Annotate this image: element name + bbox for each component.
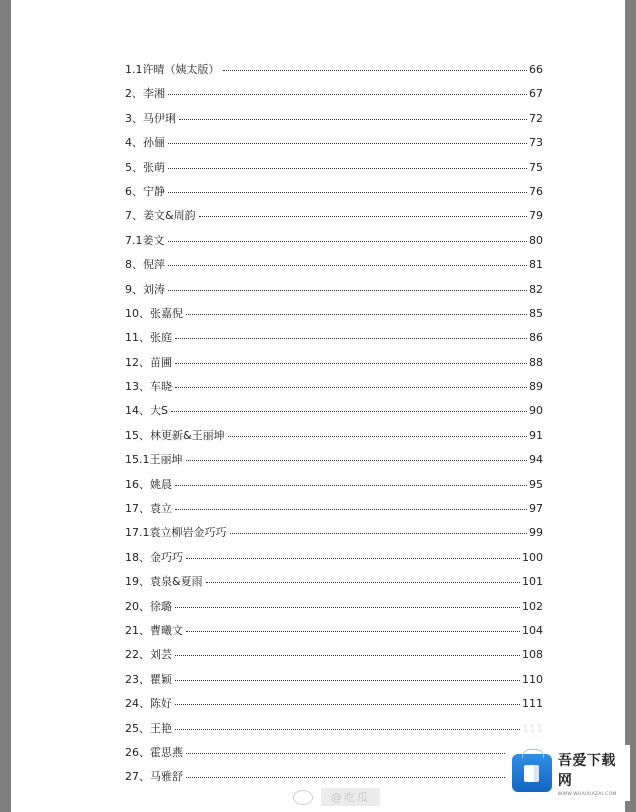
dot-leader bbox=[175, 606, 520, 608]
toc-entry[interactable] bbox=[125, 475, 543, 499]
toc-entry-page: 85 bbox=[529, 306, 543, 320]
toc-entry[interactable] bbox=[125, 255, 543, 279]
dot-leader bbox=[175, 484, 527, 486]
dot-leader bbox=[175, 728, 520, 730]
dot-leader bbox=[171, 410, 527, 412]
dot-leader bbox=[179, 118, 527, 120]
box-cube-icon bbox=[512, 754, 552, 792]
toc-entry-page: 100 bbox=[522, 550, 543, 564]
toc-entry-label: 16、姚晨 bbox=[125, 477, 172, 491]
dot-leader bbox=[186, 776, 541, 778]
toc-entry[interactable] bbox=[125, 572, 543, 596]
toc-entry-page: 86 bbox=[529, 331, 543, 345]
weibo-watermark bbox=[293, 788, 380, 806]
dot-leader bbox=[206, 581, 520, 583]
toc-entry-page: 110 bbox=[522, 672, 543, 686]
dot-leader bbox=[168, 167, 527, 169]
toc-entry[interactable] bbox=[125, 84, 543, 108]
toc-entry-page: 66 bbox=[529, 63, 543, 76]
toc-entry-page: 104 bbox=[522, 623, 543, 637]
toc-entry-page: 111 bbox=[522, 697, 543, 711]
toc-entry-label: 24、陈好 bbox=[125, 697, 172, 711]
toc-entry-page: 111 bbox=[522, 721, 543, 735]
toc-entry[interactable] bbox=[125, 621, 543, 645]
watermark-text: @吃瓜 bbox=[321, 788, 380, 806]
toc-entry-page: 102 bbox=[522, 599, 543, 613]
toc-entry[interactable] bbox=[125, 719, 543, 743]
toc-entry[interactable] bbox=[125, 499, 543, 523]
toc-entry-page: 82 bbox=[529, 282, 543, 296]
toc-entry-label: 2、李湘 bbox=[125, 87, 165, 101]
toc-entry-label: 10、张嘉倪 bbox=[125, 306, 183, 320]
toc-entry[interactable] bbox=[125, 377, 543, 401]
toc-entry[interactable] bbox=[125, 60, 543, 84]
toc-entry-page: 81 bbox=[529, 258, 543, 272]
dot-leader bbox=[199, 215, 527, 217]
dot-leader bbox=[168, 93, 527, 95]
dot-leader bbox=[223, 69, 528, 71]
toc-entry[interactable] bbox=[125, 182, 543, 206]
weibo-icon bbox=[293, 790, 313, 805]
toc-entry-page: 67 bbox=[529, 87, 543, 101]
dot-leader bbox=[175, 703, 520, 705]
table-of-contents bbox=[125, 60, 543, 792]
toc-entry-label: 1.1许晴（姨太版） bbox=[125, 63, 220, 76]
logo-title: 吾爱下载网 bbox=[557, 752, 616, 789]
toc-entry[interactable] bbox=[125, 109, 543, 133]
toc-entry-page: 94 bbox=[529, 453, 543, 467]
toc-entry-label: 21、曹曦文 bbox=[125, 623, 183, 637]
toc-entry-page: 108 bbox=[522, 648, 543, 662]
dot-leader bbox=[168, 264, 527, 266]
toc-entry[interactable] bbox=[125, 670, 543, 694]
toc-entry[interactable] bbox=[125, 133, 543, 157]
dot-leader bbox=[230, 532, 528, 534]
toc-entry[interactable] bbox=[125, 426, 543, 450]
toc-entry[interactable] bbox=[125, 158, 543, 182]
toc-entry-label: 12、苗圃 bbox=[125, 355, 172, 369]
dot-leader bbox=[175, 654, 520, 656]
toc-entry-page: 72 bbox=[529, 111, 543, 125]
toc-entry-label: 9、刘涛 bbox=[125, 282, 165, 296]
dot-leader bbox=[186, 313, 527, 315]
toc-entry-page: 73 bbox=[529, 136, 543, 150]
dot-leader bbox=[175, 362, 527, 364]
toc-entry-label: 17、袁立 bbox=[125, 502, 172, 516]
toc-entry[interactable] bbox=[125, 743, 543, 767]
toc-entry-label: 17.1袁立柳岩金巧巧 bbox=[125, 526, 227, 540]
toc-entry-page: 90 bbox=[529, 404, 543, 418]
toc-entry-label: 23、瞿颖 bbox=[125, 672, 172, 686]
toc-entry[interactable] bbox=[125, 548, 543, 572]
toc-entry-label: 19、袁泉&夏雨 bbox=[125, 575, 203, 589]
toc-entry-page: 91 bbox=[529, 428, 543, 442]
dot-leader bbox=[228, 435, 527, 437]
site-logo bbox=[506, 745, 630, 801]
toc-entry-page: 76 bbox=[529, 184, 543, 198]
toc-entry-label: 14、大S bbox=[125, 404, 168, 418]
toc-entry[interactable] bbox=[125, 304, 543, 328]
toc-entry[interactable] bbox=[125, 206, 543, 230]
toc-entry-label: 27、马雅舒 bbox=[125, 770, 183, 784]
toc-entry-label: 22、刘芸 bbox=[125, 648, 172, 662]
toc-entry-label: 15.1王丽坤 bbox=[125, 453, 183, 467]
toc-entry-label: 7.1姜文 bbox=[125, 233, 165, 247]
toc-entry-page: 80 bbox=[529, 233, 543, 247]
dot-leader bbox=[175, 337, 527, 339]
toc-entry-label: 20、徐璐 bbox=[125, 599, 172, 613]
toc-entry[interactable] bbox=[125, 645, 543, 669]
toc-entry-page: 95 bbox=[529, 477, 543, 491]
toc-entry-page: 89 bbox=[529, 380, 543, 394]
toc-entry-page: 88 bbox=[529, 355, 543, 369]
toc-entry-page: 79 bbox=[529, 209, 543, 223]
toc-entry[interactable] bbox=[125, 450, 543, 474]
toc-entry-label: 26、霍思燕 bbox=[125, 745, 183, 759]
toc-entry-label: 3、马伊琍 bbox=[125, 111, 176, 125]
toc-entry-page: 75 bbox=[529, 160, 543, 174]
dot-leader bbox=[186, 557, 520, 559]
dot-leader bbox=[175, 386, 527, 388]
toc-entry-page: 97 bbox=[529, 502, 543, 516]
dot-leader bbox=[168, 240, 528, 242]
toc-entry[interactable] bbox=[125, 401, 543, 425]
dot-leader bbox=[175, 508, 527, 510]
dot-leader bbox=[186, 630, 520, 632]
toc-entry-label: 13、车晓 bbox=[125, 380, 172, 394]
dot-leader bbox=[186, 459, 528, 461]
toc-entry-label: 8、倪萍 bbox=[125, 258, 165, 272]
toc-entry-label: 18、金巧巧 bbox=[125, 550, 183, 564]
dot-leader bbox=[168, 142, 527, 144]
toc-entry[interactable] bbox=[125, 328, 543, 352]
toc-entry-label: 5、张萌 bbox=[125, 160, 165, 174]
logo-text bbox=[558, 750, 630, 797]
dot-leader bbox=[168, 289, 527, 291]
toc-entry-label: 25、王艳 bbox=[125, 721, 172, 735]
toc-entry[interactable] bbox=[125, 353, 543, 377]
dot-leader bbox=[186, 752, 541, 754]
dot-leader bbox=[168, 191, 527, 193]
toc-entry[interactable] bbox=[125, 694, 543, 718]
toc-entry[interactable] bbox=[125, 523, 543, 547]
toc-entry-label: 7、姜文&周韵 bbox=[125, 209, 196, 223]
toc-entry[interactable] bbox=[125, 231, 543, 255]
toc-entry-page: 99 bbox=[529, 526, 543, 540]
document-page bbox=[11, 0, 625, 812]
toc-entry[interactable] bbox=[125, 597, 543, 621]
logo-url: WWW.WUAIXIAZAI.COM bbox=[557, 791, 617, 797]
toc-entry-label: 6、宁静 bbox=[125, 184, 165, 198]
toc-entry-label: 15、林更新&王丽坤 bbox=[125, 428, 225, 442]
toc-entry[interactable] bbox=[125, 280, 543, 304]
toc-entry-label: 11、张庭 bbox=[125, 331, 172, 345]
toc-entry-page: 101 bbox=[522, 575, 543, 589]
cube-glyph bbox=[524, 765, 539, 782]
toc-entry-label: 4、孙俪 bbox=[125, 136, 165, 150]
dot-leader bbox=[175, 679, 520, 681]
